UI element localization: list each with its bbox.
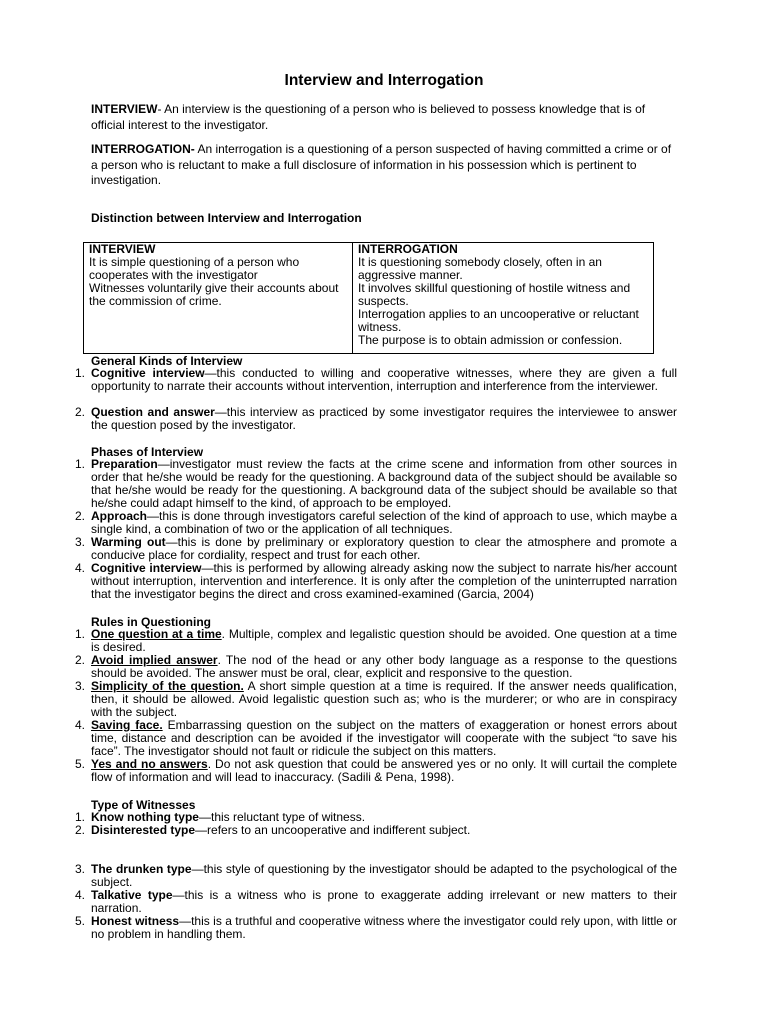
list-item-term: Approach	[91, 509, 148, 523]
list-item-text: . Multiple, complex and legalistic question should be avoided. One question at a time is desired.	[91, 627, 677, 654]
page-title: Interview and Interrogation	[284, 72, 484, 89]
list-item-term: Cognitive interview	[91, 366, 205, 380]
list-item-text: —this style of questioning by the investigator should be adapted to the psychological of the subject.	[91, 862, 678, 889]
list-item-term: Know nothing type	[91, 810, 199, 824]
list-item-term: One question at a time	[91, 627, 222, 641]
list-item-text: —this is done through investigators careful selection of the kind of approach to use, which maybe a single kind, a combination of two or the application of all techniques.	[91, 509, 677, 536]
list-number: 5.	[74, 914, 85, 928]
list-number: 5.	[74, 757, 85, 771]
list-item-term: Honest witness	[91, 914, 180, 928]
phases-list	[74, 457, 677, 601]
list-item-text: A short simple question at a time is required. If the answer needs qualification, then, it should be allowed. Avoid legalistic question such as; who is the murderer; or who are in conspiracy with the subject.	[91, 679, 678, 719]
interrogation-definition	[91, 142, 681, 189]
list-number: 4.	[74, 888, 85, 902]
list-item-term: Yes and no answers	[91, 757, 208, 771]
list-item-text: —refers to an uncooperative and indifferent subject.	[195, 823, 471, 837]
list-item	[74, 679, 678, 719]
list-item-term: Disinterested type	[91, 823, 196, 837]
list-item	[74, 914, 677, 941]
list-item	[74, 757, 677, 784]
list-number: 3.	[74, 679, 85, 693]
list-item-term: The drunken type	[91, 862, 192, 876]
table-line: It involves skillful questioning of hostile witness and suspects.	[358, 281, 631, 308]
list-item-term: Saving face.	[91, 718, 163, 732]
list-item	[74, 405, 678, 432]
interview-definition-text: - An interview is the questioning of a person who is believed to possess knowledge that is of official interest to the investigator.	[91, 102, 646, 132]
list-number: 3.	[74, 535, 85, 549]
list-number: 2.	[74, 823, 85, 837]
list-item-term: Preparation	[91, 457, 158, 471]
list-item	[74, 862, 678, 889]
rules-list	[74, 627, 678, 784]
list-number: 1.	[74, 457, 85, 471]
list-item-term: Simplicity of the question.	[91, 679, 244, 693]
table-header-interview: INTERVIEW	[84, 243, 353, 257]
list-item-text: . Do not ask question that could be answered yes or no only. It will curtail the complete flow of information and will lead to inaccuracy. (Sadili & Pena, 1998).	[91, 757, 677, 784]
table-line: Interrogation applies to an uncooperative or reluctant witness.	[358, 307, 639, 334]
distinction-table	[83, 242, 654, 354]
general-kinds-list	[74, 366, 678, 432]
general-kinds-heading: General Kinds of Interview	[91, 354, 243, 368]
list-item	[74, 627, 677, 654]
table-header-interrogation: INTERROGATION	[353, 243, 654, 257]
interrogation-term: INTERROGATION-	[91, 142, 195, 156]
list-item	[74, 509, 677, 536]
rules-heading: Rules in Questioning	[91, 615, 212, 629]
list-number: 4.	[74, 561, 85, 575]
witnesses-list	[74, 810, 677, 837]
witnesses-list-continued	[74, 862, 678, 941]
list-item	[74, 888, 677, 915]
list-number: 2.	[74, 509, 85, 523]
list-item-term: Cognitive interview	[91, 561, 202, 575]
table-cell-interrogation	[353, 256, 654, 354]
interview-definition	[91, 102, 681, 133]
list-item	[74, 535, 677, 562]
witnesses-heading: Type of Witnesses	[91, 798, 196, 812]
list-item-text: —this reluctant type of witness.	[198, 810, 366, 824]
list-item-text: —this is done by preliminary or exploratory question to clear the atmosphere and promote a conducive place for cordiality, respect and trust for each other.	[91, 535, 677, 562]
list-item-term: Question and answer	[91, 405, 215, 419]
table-line: It is simple questioning of a person who cooperates with the investigator	[89, 255, 300, 282]
list-item-text: —this is performed by allowing already asking now the subject to narrate his/her account without interruption, intervention and interference. It is only after the completion of the uninterrupted narration that the investigator begins the direct and cross examined-examined (Garcia, 2004)	[91, 561, 677, 601]
list-item-text: —this interview as practiced by some investigator requires the interviewee to answer the question posed by the investigator.	[91, 405, 678, 432]
list-number: 1.	[74, 627, 85, 641]
list-number: 2.	[74, 653, 85, 667]
list-number: 2.	[74, 405, 85, 419]
list-item	[74, 561, 677, 601]
list-item-text: —this is a witness who is prone to exaggerate adding irrelevant or new matters to their narration.	[91, 888, 677, 915]
phases-heading: Phases of Interview	[91, 445, 204, 459]
list-number: 3.	[74, 862, 85, 876]
distinction-heading: Distinction between Interview and Interrogation	[91, 211, 362, 225]
list-item	[74, 823, 677, 837]
list-item-text: —investigator must review the facts at the crime scene and information from other sources in order that he/she would be ready for the questioning. A background data of the subject should be available so that he/she would be ready for the questioning. A background data of the subject should be available so that he/she could adapt himself to the kind, of approach to be employed.	[91, 457, 677, 510]
table-line: The purpose is to obtain admission or confession.	[358, 333, 623, 347]
list-item-term: Avoid implied answer	[91, 653, 218, 667]
list-number: 1.	[74, 366, 85, 380]
list-item-text: —this conducted to willing and cooperative witnesses, where they are given a full opportunity to narrate their accounts without intervention, interruption and interference from the interviewer.	[91, 366, 677, 393]
list-item	[74, 653, 678, 680]
list-item-text: —this is a truthful and cooperative witness where the investigator could rely upon, with little or no problem in handling them.	[91, 914, 677, 941]
list-item-text: . The nod of the head or any other body language as a response to the questions should be avoided. The answer must be oral, clear, explicit and responsive to the question.	[91, 653, 678, 680]
list-item	[74, 457, 677, 510]
table-line: Witnesses voluntarily give their accounts about the commission of crime.	[89, 281, 339, 308]
list-item-text: Embarrassing question on the subject on the matters of exaggeration or honest errors about time, distance and description can be avoided if the investigator will cooperate with the subject “to save his face”. The investigator should not fault or ridicule the subject on this matters.	[91, 718, 677, 758]
table-line: It is questioning somebody closely, often in an aggressive manner.	[358, 255, 602, 282]
table-cell-interview	[84, 256, 353, 354]
list-item	[74, 366, 677, 393]
list-item-term: Warming out	[91, 535, 166, 549]
list-number: 1.	[74, 810, 85, 824]
interrogation-definition-text: An interrogation is a questioning of a person suspected of having committed a crime or of a person who is reluctant to make a full disclosure of information in his possession which is pertinent to investigation.	[91, 142, 672, 187]
list-item	[74, 718, 677, 758]
interview-term: INTERVIEW	[91, 102, 158, 116]
list-number: 4.	[74, 718, 85, 732]
list-item-term: Talkative type	[91, 888, 173, 902]
